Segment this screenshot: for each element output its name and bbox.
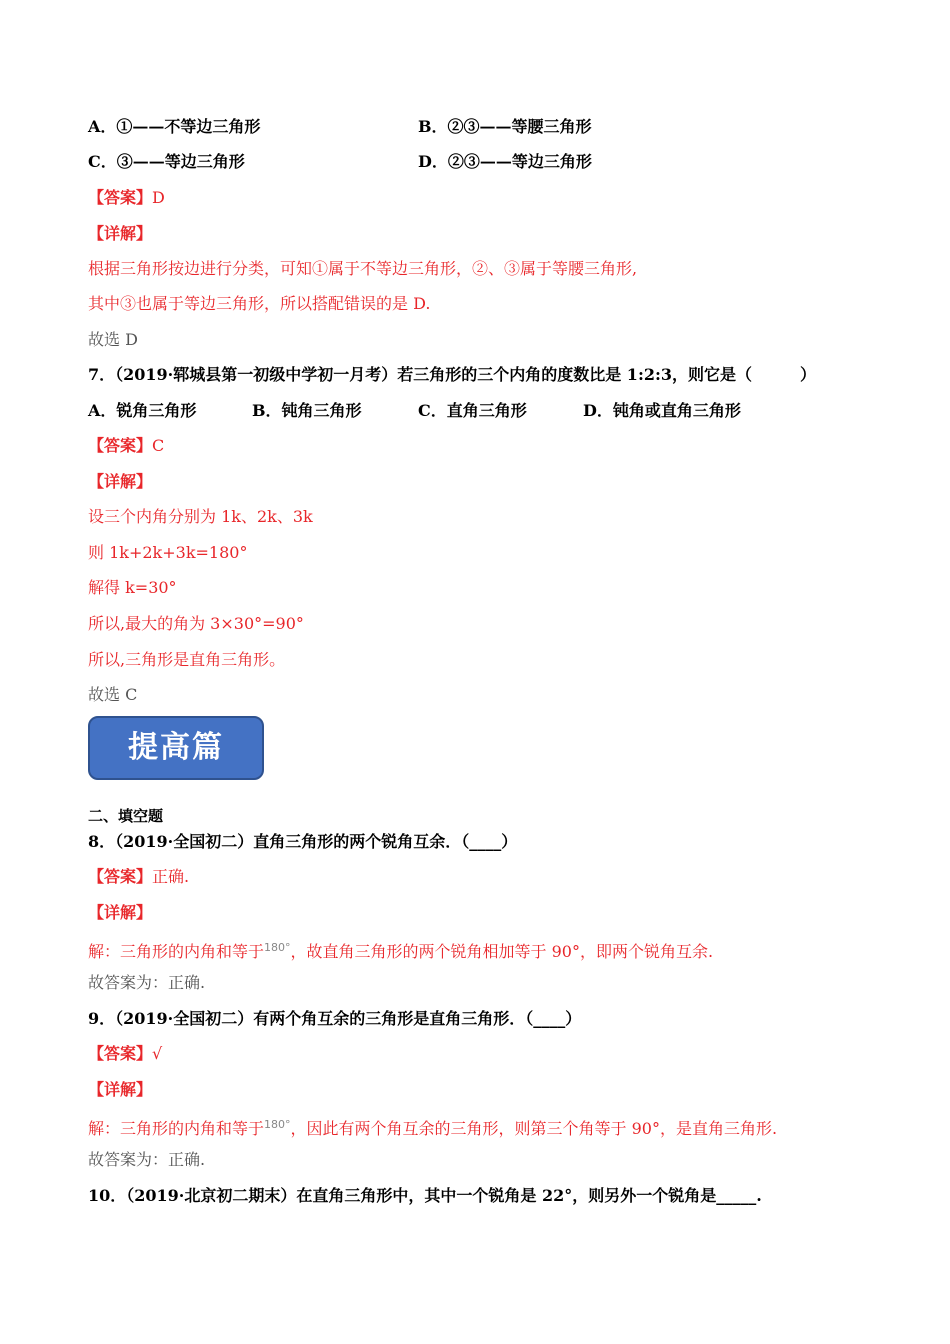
q6-option-a: A．①——不等边三角形 [88, 117, 261, 136]
q7-option-d: D．钝角或直角三角形 [583, 401, 741, 420]
q8-conclusion: 故答案为：正确. [88, 973, 206, 992]
q7-detail-line: 则 1k+2k+3k=180° [88, 543, 248, 562]
answer-label: 【答案】 [88, 1044, 153, 1063]
q7-question: 7．（2019·郓城县第一初级中学初一月考）若三角形的三个内角的度数比是 1:2:3，则它是（ ） [88, 365, 817, 384]
section-title: 二、填空题 [88, 807, 164, 825]
q6-option-c: C．③——等边三角形 [88, 152, 245, 171]
q8-answer [88, 867, 189, 887]
degree-value: 180° [264, 1118, 291, 1131]
q7-option-c: C．直角三角形 [418, 401, 527, 420]
detail-text: ，故直角三角形的两个锐角相加等于 90°，即两个锐角互余. [290, 942, 714, 961]
q7-detail-line: 所以,三角形是直角三角形。 [88, 650, 286, 669]
detail-text: ，因此有两个角互余的三角形，则第三个角等于 90°，是直角三角形. [290, 1119, 778, 1138]
answer-label: 【答案】 [88, 436, 153, 455]
detail-text: 解：三角形的内角和等于 [88, 1119, 265, 1138]
section-badge: 提高篇 [88, 716, 264, 780]
answer-label: 【答案】 [88, 188, 153, 207]
q6-detail-line: 根据三角形按边进行分类，可知①属于不等边三角形，②、③属于等腰三角形, [88, 259, 638, 278]
q9-question: 9．（2019·全国初二）有两个角互余的三角形是直角三角形．（____） [88, 1009, 582, 1028]
q7-answer [88, 436, 164, 456]
detail-text: 解：三角形的内角和等于 [88, 942, 265, 961]
q9-answer [88, 1044, 162, 1064]
q7-detail-label: 【详解】 [88, 472, 153, 491]
q8-detail-line [88, 938, 713, 962]
q7-conclusion: 故选 C [88, 685, 138, 704]
q7-option-a: A．锐角三角形 [88, 401, 197, 420]
q9-conclusion: 故答案为：正确. [88, 1150, 206, 1169]
q6-detail-line: 其中③也属于等边三角形，所以搭配错误的是 D. [88, 294, 431, 313]
degree-value: 180° [264, 941, 291, 954]
q6-answer [88, 188, 165, 208]
answer-value: D [152, 188, 165, 207]
answer-value: 正确. [152, 867, 190, 886]
q10-question: 10．（2019·北京初二期末）在直角三角形中，其中一个锐角是 22°，则另外一个锐角是_____. [88, 1186, 762, 1205]
answer-value: √ [152, 1044, 163, 1063]
q9-detail-line [88, 1115, 777, 1139]
q7-detail-line: 所以,最大的角为 3×30°=90° [88, 614, 304, 633]
q6-conclusion: 故选 D [88, 330, 138, 349]
answer-value: C [152, 436, 165, 455]
q7-detail-line: 设三个内角分别为 1k、2k、3k [88, 507, 313, 526]
answer-label: 【答案】 [88, 867, 153, 886]
q7-detail-line: 解得 k=30° [88, 578, 177, 597]
q7-option-b: B．钝角三角形 [252, 401, 362, 420]
q6-option-d: D．②③——等边三角形 [418, 152, 592, 171]
q8-detail-label: 【详解】 [88, 903, 153, 922]
q6-detail-label: 【详解】 [88, 224, 153, 243]
q6-option-b: B．②③——等腰三角形 [418, 117, 592, 136]
q8-question: 8．（2019·全国初二）直角三角形的两个锐角互余．（____） [88, 832, 518, 851]
q9-detail-label: 【详解】 [88, 1080, 153, 1099]
